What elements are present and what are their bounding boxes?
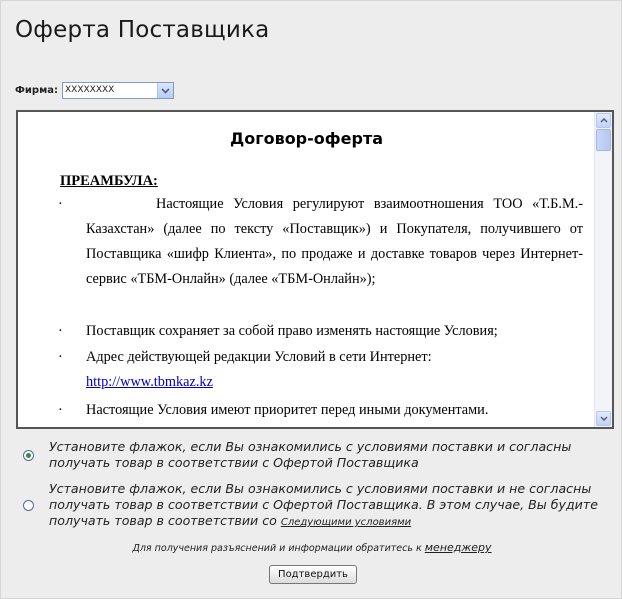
chevron-up-icon — [600, 118, 608, 123]
list-item-text: Адрес действующей редакции Условий в сети Интернет: — [86, 349, 432, 365]
firm-select-value: XXXXXXXX — [65, 85, 115, 95]
list-item-text: Поставщик сохраняет за собой право изменять настоящие Условия; — [86, 323, 498, 339]
scroll-up-button[interactable] — [596, 113, 611, 128]
confirm-button[interactable]: Подтвердить — [269, 565, 357, 584]
chevron-down-icon[interactable] — [157, 83, 173, 98]
offer-document-frame[interactable] — [16, 110, 614, 429]
page-title: Оферта Поставщика — [15, 17, 270, 43]
website-link[interactable]: http://www.tbmkaz.kz — [86, 374, 213, 390]
bullet-icon: · — [58, 196, 63, 212]
list-item — [58, 345, 583, 395]
bullet-icon: · — [58, 323, 63, 339]
bullet-icon: · — [58, 402, 63, 418]
bullet-icon: · — [58, 349, 63, 365]
accept-option-label: Установите флажок, если Вы ознакомились с условиями поставки и согласны получать товар в соответствии с Офертой Поставщика — [49, 439, 572, 470]
document-scrollbar[interactable] — [594, 112, 612, 427]
decline-option-label — [49, 481, 613, 531]
scroll-thumb[interactable] — [596, 129, 611, 151]
firm-label: Фирма: — [15, 85, 59, 96]
chevron-down-icon — [600, 416, 608, 421]
firm-row — [15, 82, 174, 99]
decline-radio[interactable] — [23, 500, 34, 511]
decline-option-text: Установите флажок, если Вы ознакомились с условиями поставки и не согласны получать товар в соответствии с Офертой Поставщика. В этом случае, Вы будите получать товар в соответствии со — [49, 481, 598, 528]
list-item — [58, 192, 583, 292]
contact-text: Для получения разъяснений и информации обратитесь к — [132, 543, 422, 554]
firm-select[interactable] — [62, 82, 174, 99]
accept-radio[interactable] — [23, 450, 34, 461]
scroll-down-button[interactable] — [596, 411, 611, 426]
preamble-heading: ПРЕАМБУЛА: — [60, 173, 158, 189]
contact-note — [1, 541, 622, 554]
list-item — [58, 398, 583, 423]
manager-link[interactable]: менеджеру — [424, 541, 492, 554]
conditions-link[interactable]: Следующими условиями — [280, 517, 412, 528]
document-heading: Договор-оферта — [229, 129, 384, 148]
list-item-text: Настоящие Условия имеют приоритет перед иными документами. — [86, 402, 489, 418]
list-item-text: Настоящие Условия регулируют взаимоотношения ТОО «Т.Б.М.-Казахстан» (далее по тексту «Поставщик») и Покупателя, получившего от Поставщика «шифр Клиента», по продаже и доставке товаров через Интернет-сервис «ТБМ-Онлайн» (далее «ТБМ-Онлайн»); — [86, 196, 583, 287]
offer-document-content — [18, 112, 595, 427]
list-item — [58, 319, 583, 344]
